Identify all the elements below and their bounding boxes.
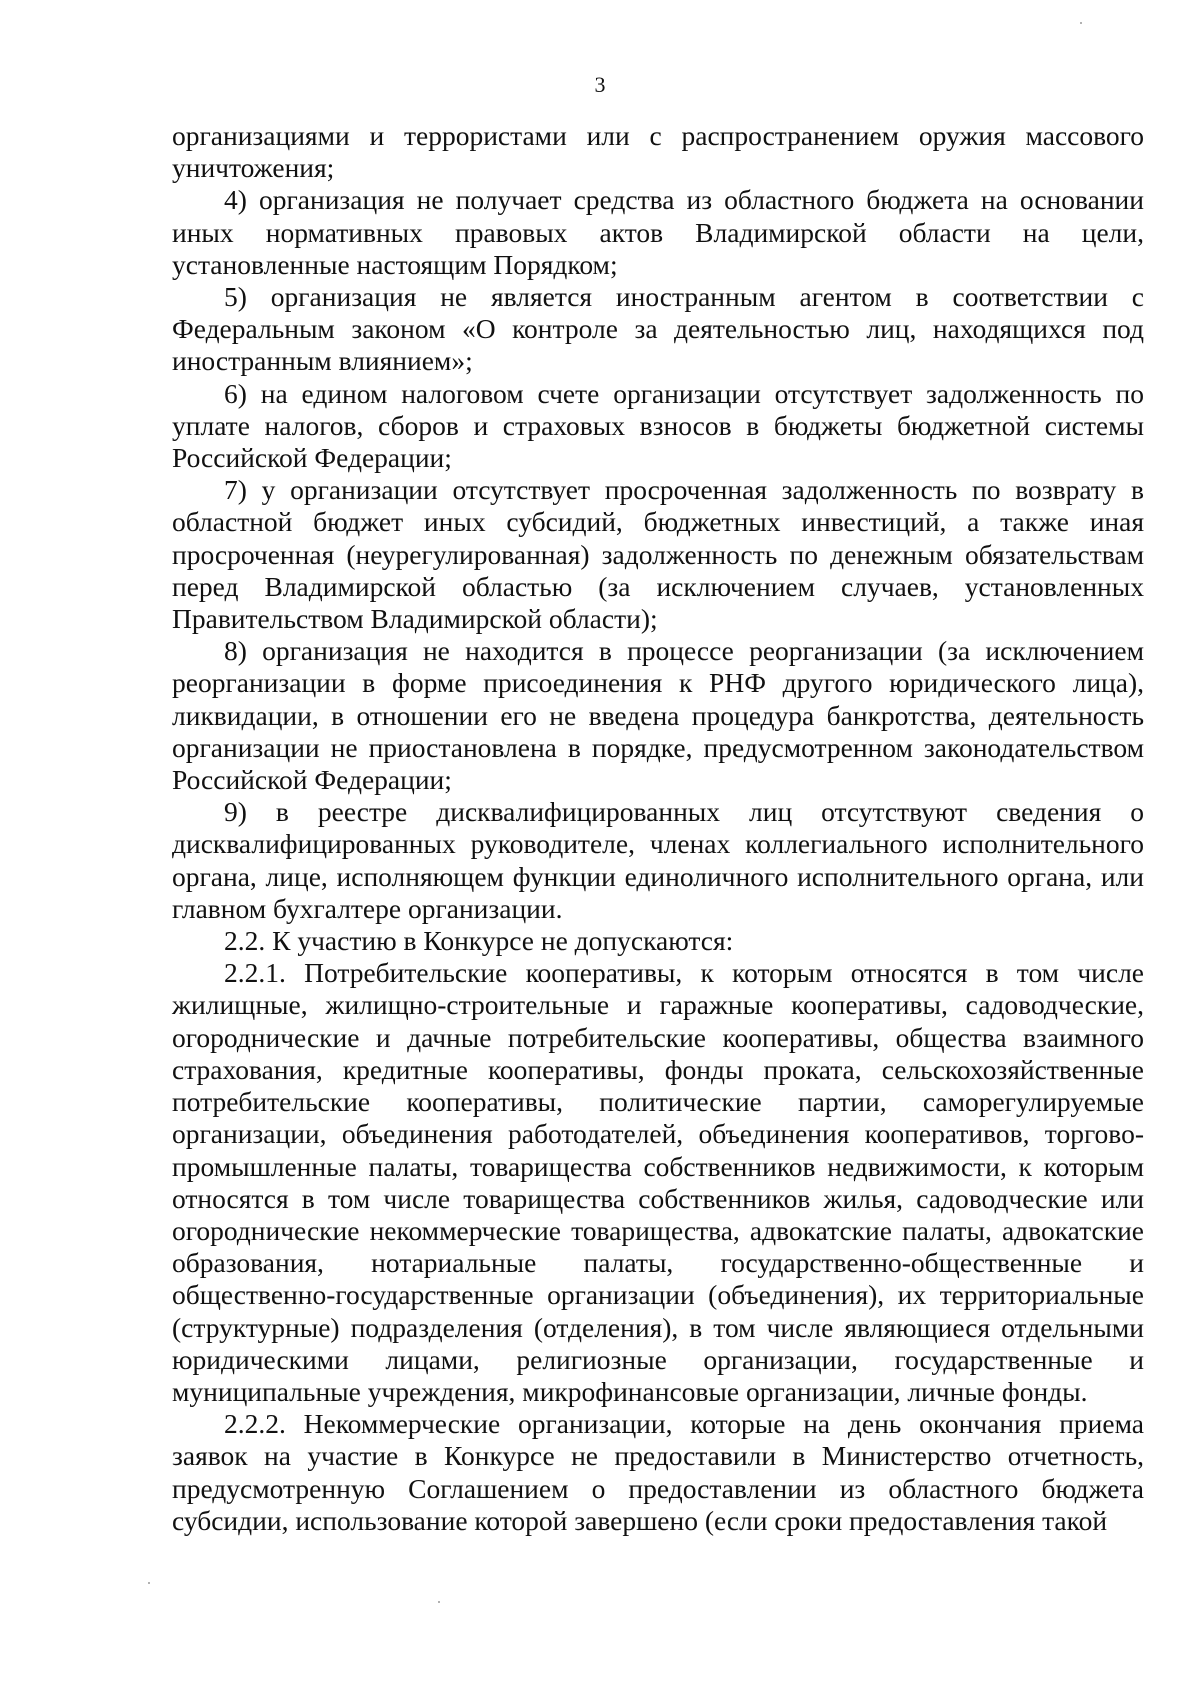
paragraph-section-2-2-2: 2.2.2. Некоммерческие организации, которые на день окончания приема заявок на участие в Конкурсе не предоставили в Министерство отчетность, предусмотренную Соглашением о предоставлении из областного бюджета субсидии, использование которой завершено (если сроки предоставления такой (172, 1408, 1144, 1536)
scan-artifact (148, 1582, 150, 1584)
page-number: 3 (594, 72, 606, 97)
scan-artifact (438, 1601, 440, 1603)
paragraph-continuation: организациями и террористами или с распространением оружия массового уничтожения; (172, 120, 1144, 184)
paragraph-section-2-2: 2.2. К участию в Конкурсе не допускаются: (224, 925, 734, 957)
paragraph-item-5: 5) организация не является иностранным агентом в соответствии с Федеральным законом «О контроле за деятельностью лиц, находящихся под иностранным влиянием»; (172, 281, 1144, 377)
paragraph-section-2-2-1: 2.2.1. Потребительские кооперативы, к которым относятся в том числе жилищные, жилищно-строительные и гаражные кооперативы, садоводческие, огороднические и дачные потребительские кооперативы, общества взаимного страхования, кредитные кооперативы, фонды проката, сельскохозяйственные потребительские кооперативы, политические партии, саморегулируемые организации, объединения работодателей, объединения кооперативов, торгово-промышленные палаты, товарищества собственников недвижимости, к которым относятся в том числе товарищества собственников жилья, садоводческие или огороднические некоммерческие товарищества, адвокатские палаты, адвокатские образования, нотариальные палаты, государственно-общественные и общественно-государственные организации (объединения), их территориальные (структурные) подразделения (отделения), в том числе являющиеся отдельными юридическими лицами, религиозные организации, государственные и муниципальные учреждения, микрофинансовые организации, личные фонды. (172, 957, 1144, 1407)
paragraph-item-7: 7) у организации отсутствует просроченная задолженность по возврату в областной бюджет иных субсидий, бюджетных инвестиций, а также иная просроченная (неурегулированная) задолженность по денежным обязательствам перед Владимирской областью (за исключением случаев, установленных Правительством Владимирской области); (172, 474, 1144, 635)
paragraph-item-8: 8) организация не находится в процессе реорганизации (за исключением реорганизации в форме присоединения к РНФ другого юридического лица), ликвидации, в отношении его не введена процедура банкротства, деятельность организации не приостановлена в порядке, предусмотренном законодательством Российской Федерации; (172, 635, 1144, 796)
document-body (172, 120, 1144, 1537)
paragraph-item-4: 4) организация не получает средства из областного бюджета на основании иных нормативных правовых актов Владимирской области на цели, установленные настоящим Порядком; (172, 184, 1144, 280)
paragraph-item-6: 6) на едином налоговом счете организации отсутствует задолженность по уплате налогов, сборов и страховых взносов в бюджеты бюджетной системы Российской Федерации; (172, 377, 1144, 474)
scan-artifact (1080, 22, 1082, 24)
paragraph-item-9: 9) в реестре дисквалифицированных лиц отсутствуют сведения о дисквалифицированных руководителе, членах коллегиального исполнительного органа, лице, исполняющем функции единоличного исполнительного органа, или главном бухгалтере организации. (172, 796, 1144, 924)
